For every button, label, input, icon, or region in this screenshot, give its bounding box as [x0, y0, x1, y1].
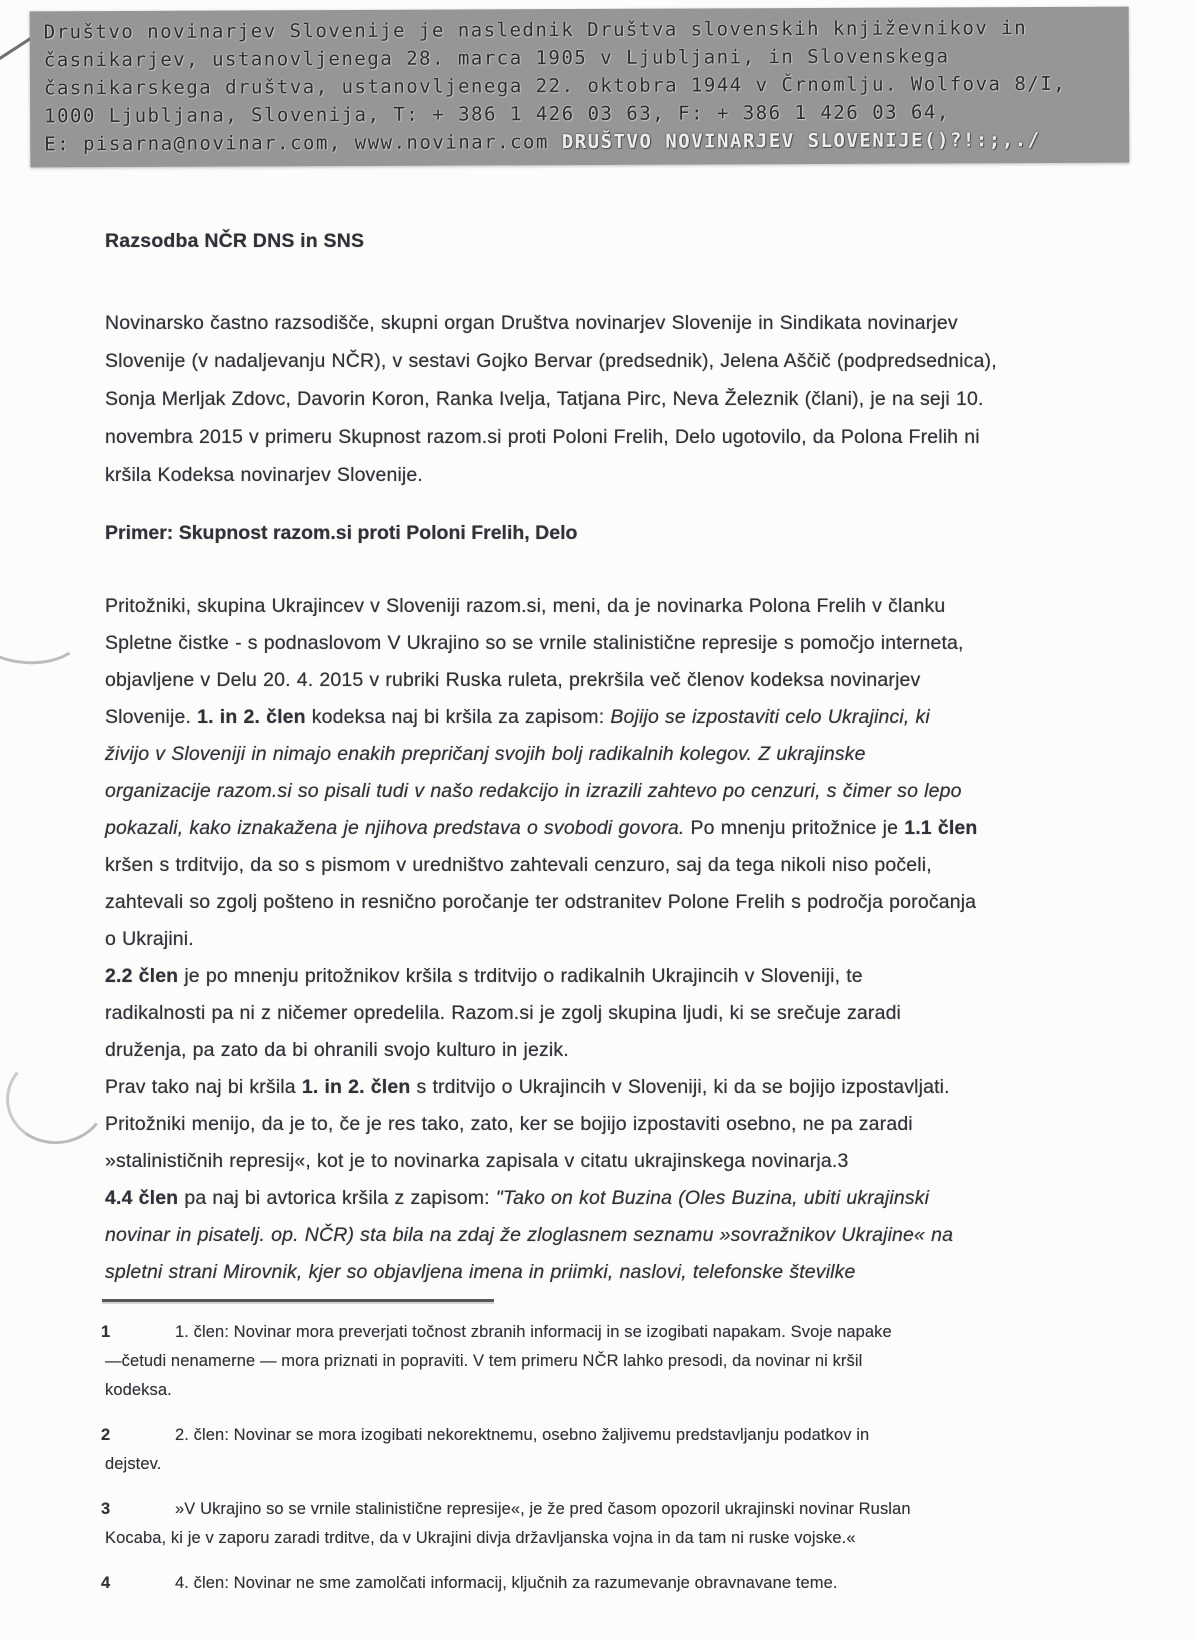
text-line [105, 1347, 1115, 1376]
text-run: "Tako on kot Buzina (Oles Buzina, ubiti ukrajinski [495, 1187, 930, 1209]
text-line [105, 773, 1115, 810]
text-run: novembra 2015 v primeru Skupnost razom.si proti Poloni Frelih, Delo ugotovilo, da Polona Frelih ni [105, 426, 980, 448]
letterhead-stamp [30, 7, 1130, 168]
text-line [105, 699, 1115, 736]
text-line [105, 1106, 1115, 1143]
footnote [101, 1318, 1115, 1405]
footnote-number: 2 [101, 1426, 111, 1444]
text-run: časnikarjev, ustanovljenega 28. marca 1905 v Ljubljani, in Slovenskega [43, 45, 950, 72]
scan-mark-artifact [0, 1045, 114, 1150]
text-run: »stalinističnih represij«, kot je to novinarka zapisala v citatu ukrajinskega novinarja.3 [105, 1150, 849, 1172]
text-line [105, 662, 1115, 699]
text-line [105, 588, 1115, 625]
text-line [105, 1376, 1115, 1405]
text-line [105, 304, 1115, 342]
text-run: »V Ukrajino so se vrnile stalinistične represije«, je že pred časom opozoril ukrajinski novinar Ruslan [175, 1500, 911, 1518]
text-line [105, 1032, 1115, 1069]
text-line [101, 1569, 1115, 1598]
text-run: 2.2 člen [105, 965, 179, 987]
text-line [105, 380, 1115, 418]
text-run: dejstev. [105, 1455, 162, 1473]
text-run: pa naj bi avtorica kršila z zapisom: [178, 1187, 496, 1209]
text-line [105, 921, 1115, 958]
text-run: Slovenije. [105, 706, 198, 728]
text-run: objavljene v Delu 20. 4. 2015 v rubriki Ruska ruleta, prekršila več členov kodeksa novinarjev [105, 669, 921, 691]
text-run: s trditvijo o Ukrajincih v Sloveniji, ki da se bojijo izpostavljati. [410, 1076, 950, 1098]
text-run: o Ukrajini. [105, 928, 194, 950]
document-body [101, 228, 1115, 1614]
text-line [105, 1217, 1115, 1254]
text-run: 1. člen: Novinar mora preverjati točnost zbranih informacij in se izogibati napakam. Svoje napake [175, 1323, 892, 1341]
text-line [105, 342, 1115, 380]
text-run: radikalnosti pa ni z ničemer opredelila. Razom.si je zgolj skupina ljudi, ki se srečuje zaradi [105, 1002, 902, 1024]
text-run: kodeksa naj bi kršila za zapisom: [305, 706, 611, 728]
text-run: 1.1 člen [904, 817, 978, 839]
text-run: 1. in 2. člen [197, 706, 306, 728]
text-line [105, 1143, 1115, 1180]
main-paragraph [105, 588, 1115, 1291]
text-line [105, 995, 1115, 1032]
text-run: Prav tako naj bi kršila [105, 1076, 302, 1098]
text-run: živijo v Sloveniji in nimajo enakih prepričanj svojih bolj radikalnih kolegov. Z ukrajinske [105, 743, 866, 765]
text-run: Po mnenju pritožnice je [684, 817, 905, 839]
text-run: Slovenije (v nadaljevanju NČR), v sestavi Gojko Bervar (predsednik), Jelena Aščič (podpredsednica), [105, 350, 997, 372]
text-line [105, 847, 1115, 884]
text-line [44, 70, 1117, 103]
text-run: Društvo novinarjev Slovenije je naslednik Društva slovenskih književnikov in [43, 17, 1028, 44]
text-run: 1000 Ljubljana, Slovenija, T: + 386 1 426 03 63, F: + 386 1 426 03 64, [44, 101, 950, 128]
text-line [105, 884, 1115, 921]
text-line [101, 1421, 1115, 1450]
text-run: zahtevali so zgolj pošteno in resnično poročanje ter odstranitev Polone Frelih s področja poročanja [105, 891, 977, 913]
text-line [44, 126, 1117, 159]
document-title: Razsodba NČR DNS in SNS [105, 230, 365, 252]
text-run: 1. in 2. člen [301, 1076, 411, 1098]
text-line [105, 625, 1115, 662]
footnote-number: 1 [101, 1323, 111, 1341]
text-line [105, 1180, 1115, 1217]
text-run: kršila Kodeksa novinarjev Slovenije. [105, 464, 423, 486]
text-run: —četudi nenamerne — mora priznati in popraviti. V tem primeru NČR lahko presodi, da novinar ni kršil [105, 1352, 863, 1370]
text-line [105, 1069, 1115, 1106]
text-line [105, 1450, 1115, 1479]
text-run: organizacije razom.si so pisali tudi v našo redakcijo in izrazili zahtevo po cenzuri, s čimer so lepo [105, 780, 962, 802]
text-run: kršen s trditvijo, da so s pismom v uredništvo zahtevali cenzuro, saj da tega nikoli niso počeli, [105, 854, 932, 876]
footnote-separator [102, 1299, 494, 1302]
text-run: druženja, pa zato da bi ohranili svojo kulturo in jezik. [105, 1039, 569, 1061]
footnote [101, 1495, 1115, 1553]
text-run: Spletne čistke - s podnaslovom V Ukrajino so se vrnile stalinistične represije s pomočjo interneta, [105, 632, 964, 654]
text-run: 4. člen: Novinar ne sme zamolčati informacij, ključnih za razumevanje obravnavane teme. [175, 1574, 838, 1592]
text-line [105, 810, 1115, 847]
text-run: 2. člen: Novinar se mora izogibati nekorektnemu, osebno žaljivemu predstavljanju podatkov in [175, 1426, 870, 1444]
text-line [105, 958, 1115, 995]
text-line [105, 736, 1115, 773]
text-line [101, 1318, 1115, 1347]
footnote-number: 3 [101, 1500, 111, 1518]
text-line [105, 1524, 1115, 1553]
text-run: kodeksa. [105, 1381, 172, 1399]
text-run: Bojijo se izpostaviti celo Ukrajinci, ki [610, 706, 930, 728]
text-run: Novinarsko častno razsodišče, skupni organ Društva novinarjev Slovenije in Sindikata novinarjev [105, 312, 958, 334]
footnotes-section [101, 1318, 1115, 1598]
text-run: časnikarskega društva, ustanovljenega 22. oktobra 1944 v Črnomlju. Wolfova 8/I, [43, 72, 1067, 100]
text-run: spletni strani Mirovnik, kjer so objavljena imena in priimki, naslovi, telefonske številke [105, 1261, 856, 1283]
text-line [105, 456, 1115, 494]
text-line [44, 14, 1117, 47]
text-run: Kocaba, ki je v zaporu zaradi trditve, da v Ukrajini divja državljanska vojna in da tam ni ruske vojske.« [105, 1529, 856, 1547]
text-run: pokazali, kako iznakažena je njihova predstava o svobodi govora. [105, 817, 685, 839]
text-run: Pritožniki, skupina Ukrajincev v Sloveniji razom.si, meni, da je novinarka Polona Frelih v članku [105, 595, 946, 617]
case-heading: Primer: Skupnost razom.si proti Poloni Frelih, Delo [105, 522, 578, 544]
scan-mark-artifact [0, 576, 92, 671]
text-run: novinar in pisatelj. op. NČR) sta bila na zdaj že zloglasnem seznamu »sovražnikov Ukrajine« na [105, 1224, 954, 1246]
intro-paragraph [105, 304, 1115, 494]
text-run: Pritožniki menijo, da je to, če je res tako, zato, ker se bojijo izpostaviti osebno, ne pa zaradi [105, 1113, 913, 1135]
footnote [101, 1421, 1115, 1479]
footnote [101, 1569, 1115, 1598]
text-line [101, 1495, 1115, 1524]
footnote-number: 4 [101, 1574, 111, 1592]
text-run: Sonja Merljak Zdovc, Davorin Koron, Ranka Ivelja, Tatjana Pirc, Neva Železnik (člani), je na seji 10. [105, 388, 984, 410]
text-run: E: pisarna@novinar.com, www.novinar.com [44, 131, 562, 156]
text-run: je po mnenju pritožnikov kršila s trditvijo o radikalnih Ukrajincih v Sloveniji, te [178, 965, 863, 987]
text-line [105, 418, 1115, 456]
text-line [105, 1254, 1115, 1291]
text-run: 4.4 člen [105, 1187, 179, 1209]
text-run: DRUŠTVO NOVINARJEV SLOVENIJE()?!:;,./ [561, 128, 1041, 154]
